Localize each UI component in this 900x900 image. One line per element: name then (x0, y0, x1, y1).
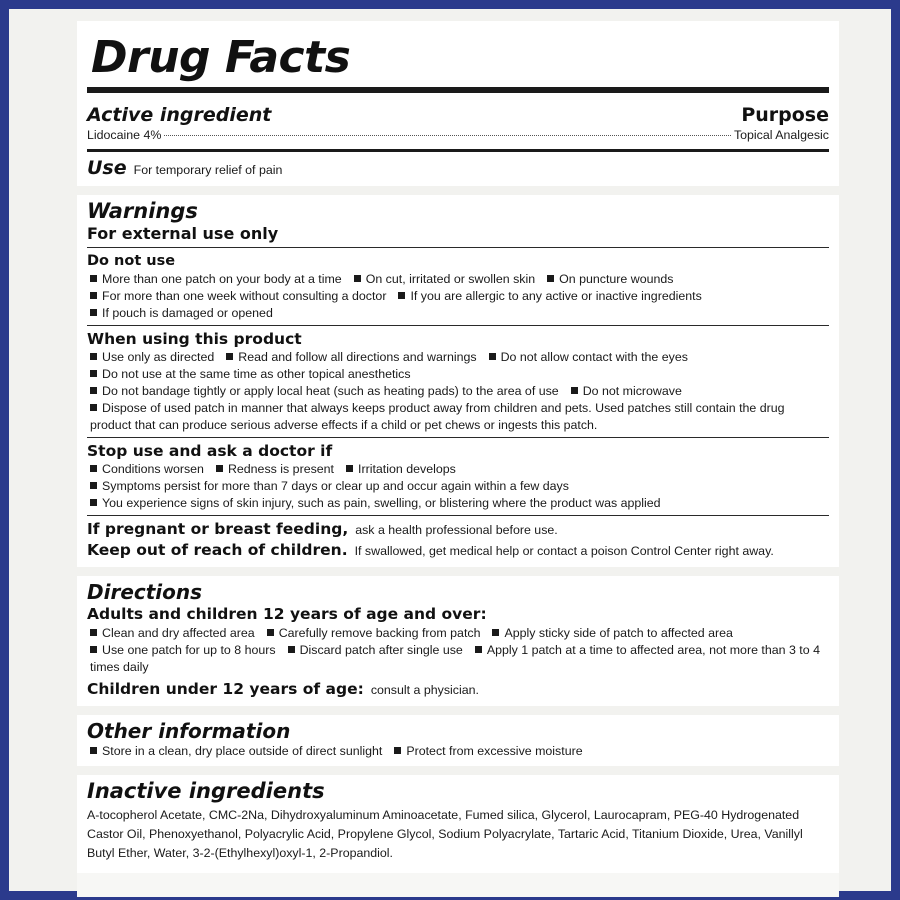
list-item-label: Clean and dry affected area (102, 626, 255, 640)
square-bullet-icon (571, 387, 578, 394)
purpose-heading: Purpose (741, 104, 829, 126)
directions-heading: Directions (87, 580, 203, 604)
list-item (571, 384, 682, 398)
stop-use-items (87, 461, 829, 512)
list-item (346, 462, 456, 476)
list-item (398, 289, 701, 303)
divider-thick (87, 87, 829, 93)
children-row (87, 679, 829, 700)
square-bullet-icon (489, 353, 496, 360)
section-gap (77, 567, 839, 576)
section-gap (77, 186, 839, 195)
list-item-label: Redness is present (227, 462, 335, 476)
list-item (226, 350, 476, 364)
inactive-ingredients-heading: Inactive ingredients (87, 779, 325, 803)
list-item-label: Do not microwave (582, 384, 682, 398)
square-bullet-icon (90, 404, 97, 411)
active-ingredient-row (87, 127, 829, 143)
list-item (90, 496, 661, 510)
list-item (492, 626, 732, 640)
square-bullet-icon (216, 465, 223, 472)
other-information-heading: Other information (87, 719, 291, 743)
use-row (87, 156, 829, 180)
pregnant-heading: If pregnant or breast feeding, (87, 520, 349, 538)
square-bullet-icon (90, 482, 97, 489)
list-item (90, 384, 559, 398)
directions-section (77, 576, 839, 706)
directions-adults-heading: Adults and children 12 years of age and over: (87, 605, 487, 623)
active-ingredient-section (77, 99, 839, 149)
stop-use-heading: Stop use and ask a doctor if (87, 442, 333, 460)
square-bullet-icon (475, 646, 482, 653)
list-item-label: Apply 1 patch at a time to affected area, not more than 3 to 4 times daily (90, 643, 820, 674)
section-gap (77, 706, 839, 715)
label-panel (77, 21, 839, 897)
list-item-label: If you are allergic to any active or inactive ingredients (410, 289, 702, 303)
keep-out-row (87, 540, 829, 561)
list-item-label: For more than one week without consulting a doctor (102, 289, 387, 303)
square-bullet-icon (398, 292, 405, 299)
square-bullet-icon (90, 387, 97, 394)
square-bullet-icon (394, 747, 401, 754)
list-item-label: Do not bandage tightly or apply local heat (such as heating pads) to the area of use (102, 384, 559, 398)
do-not-use-heading: Do not use (87, 253, 176, 269)
directions-items (87, 625, 829, 676)
list-item-label: Do not allow contact with the eyes (500, 350, 688, 364)
do-not-use-block (87, 252, 829, 322)
square-bullet-icon (346, 465, 353, 472)
square-bullet-icon (90, 292, 97, 299)
square-bullet-icon (90, 309, 97, 316)
list-item (288, 643, 463, 657)
page-title: Drug Facts (91, 32, 351, 83)
list-item (90, 367, 411, 381)
inactive-ingredients-text: A-tocopherol Acetate, CMC-2Na, Dihydroxyaluminum Aminoacetate, Fumed silica, Glycerol, Laurocapram, PEG-40 Hydrogenated Castor Oil, Phenoxyethanol, Polyacrylic Acid, Propylene Glycol, Sodium Polyacrylate, Tartaric Acid, Titanium Dioxide, Urea, Vanillyl Butyl Ether, Water, 3-2-(Ethylhexyl)oxyl-1, 2-Propandiol. (87, 808, 803, 860)
when-using-items (87, 349, 829, 434)
list-item-label: Apply sticky side of patch to affected area (504, 626, 733, 640)
list-item (394, 744, 582, 758)
divider-thin (87, 247, 829, 248)
square-bullet-icon (90, 747, 97, 754)
list-item (90, 401, 785, 432)
use-section (77, 152, 839, 186)
use-text: For temporary relief of pain (133, 163, 283, 177)
warnings-section (77, 195, 839, 567)
use-heading: Use (87, 157, 127, 179)
list-item-label: Irritation develops (358, 462, 456, 476)
square-bullet-icon (547, 275, 554, 282)
children-text: consult a physician. (370, 683, 479, 697)
list-item-label: Use only as directed (102, 350, 215, 364)
list-item-label: More than one patch on your body at a time (102, 272, 342, 286)
list-item (90, 350, 214, 364)
list-item-label: If pouch is damaged or opened (102, 306, 273, 320)
list-item (90, 643, 276, 657)
keep-out-heading: Keep out of reach of children. (87, 541, 348, 559)
list-item-label: Store in a clean, dry place outside of direct sunlight (102, 744, 383, 758)
list-item-label: On puncture wounds (559, 272, 674, 286)
list-item-label: Do not use at the same time as other topical anesthetics (102, 367, 411, 381)
list-item (216, 462, 334, 476)
square-bullet-icon (90, 499, 97, 506)
divider-thin (87, 437, 829, 438)
list-item-label: Dispose of used patch in manner that always keeps product away from children and pets. Used patches still contain the drug product that can produce serious adverse effects if a child or pet chews or ingests this patch. (90, 401, 785, 432)
list-item (354, 272, 535, 286)
list-item (90, 289, 386, 303)
list-item (90, 306, 273, 320)
list-item (547, 272, 673, 286)
warnings-heading: Warnings (87, 199, 198, 223)
square-bullet-icon (354, 275, 361, 282)
pregnant-text: ask a health professional before use. (355, 523, 558, 537)
square-bullet-icon (90, 353, 97, 360)
title-section (77, 21, 839, 87)
other-information-items (87, 743, 829, 760)
title-rule-wrap (77, 87, 839, 99)
list-item-label: Carefully remove backing from patch (278, 626, 481, 640)
square-bullet-icon (90, 629, 97, 636)
list-item (90, 626, 255, 640)
list-item-label: Conditions worsen (102, 462, 204, 476)
square-bullet-icon (267, 629, 274, 636)
square-bullet-icon (90, 465, 97, 472)
list-item (90, 272, 342, 286)
list-item (90, 462, 204, 476)
square-bullet-icon (90, 646, 97, 653)
square-bullet-icon (288, 646, 295, 653)
list-item (489, 350, 688, 364)
list-item-label: On cut, irritated or swollen skin (365, 272, 536, 286)
list-item-label: Read and follow all directions and warnings (238, 350, 477, 364)
children-heading: Children under 12 years of age: (87, 680, 364, 698)
dot-leader (164, 135, 731, 136)
other-information-section (77, 715, 839, 766)
warnings-external-use: For external use only (87, 224, 279, 243)
list-item-label: Discard patch after single use (299, 643, 463, 657)
list-item (90, 744, 382, 758)
list-item-label: You experience signs of skin injury, such as pain, swelling, or blistering where the product was applied (102, 496, 661, 510)
active-ingredient-headings (87, 103, 829, 127)
divider-thin (87, 515, 829, 516)
list-item-label: Symptoms persist for more than 7 days or clear up and occur again within a few days (102, 479, 569, 493)
active-ingredient-heading: Active ingredient (87, 104, 272, 126)
when-using-heading: When using this product (87, 330, 302, 348)
active-ingredient-name: Lidocaine 4% (87, 128, 162, 142)
square-bullet-icon (226, 353, 233, 360)
list-item-label: Use one patch for up to 8 hours (102, 643, 276, 657)
keep-out-text: If swallowed, get medical help or contact a poison Control Center right away. (354, 544, 774, 558)
square-bullet-icon (492, 629, 499, 636)
stop-use-block (87, 442, 829, 512)
do-not-use-items (87, 271, 829, 322)
square-bullet-icon (90, 370, 97, 377)
when-using-block (87, 330, 829, 434)
list-item (90, 479, 569, 493)
active-ingredient-purpose: Topical Analgesic (733, 128, 829, 142)
inactive-ingredients-section (77, 775, 839, 873)
square-bullet-icon (90, 275, 97, 282)
list-item-label: Protect from excessive moisture (406, 744, 583, 758)
pregnant-row (87, 519, 829, 540)
list-item (267, 626, 481, 640)
divider-thin (87, 325, 829, 326)
section-gap (77, 766, 839, 775)
